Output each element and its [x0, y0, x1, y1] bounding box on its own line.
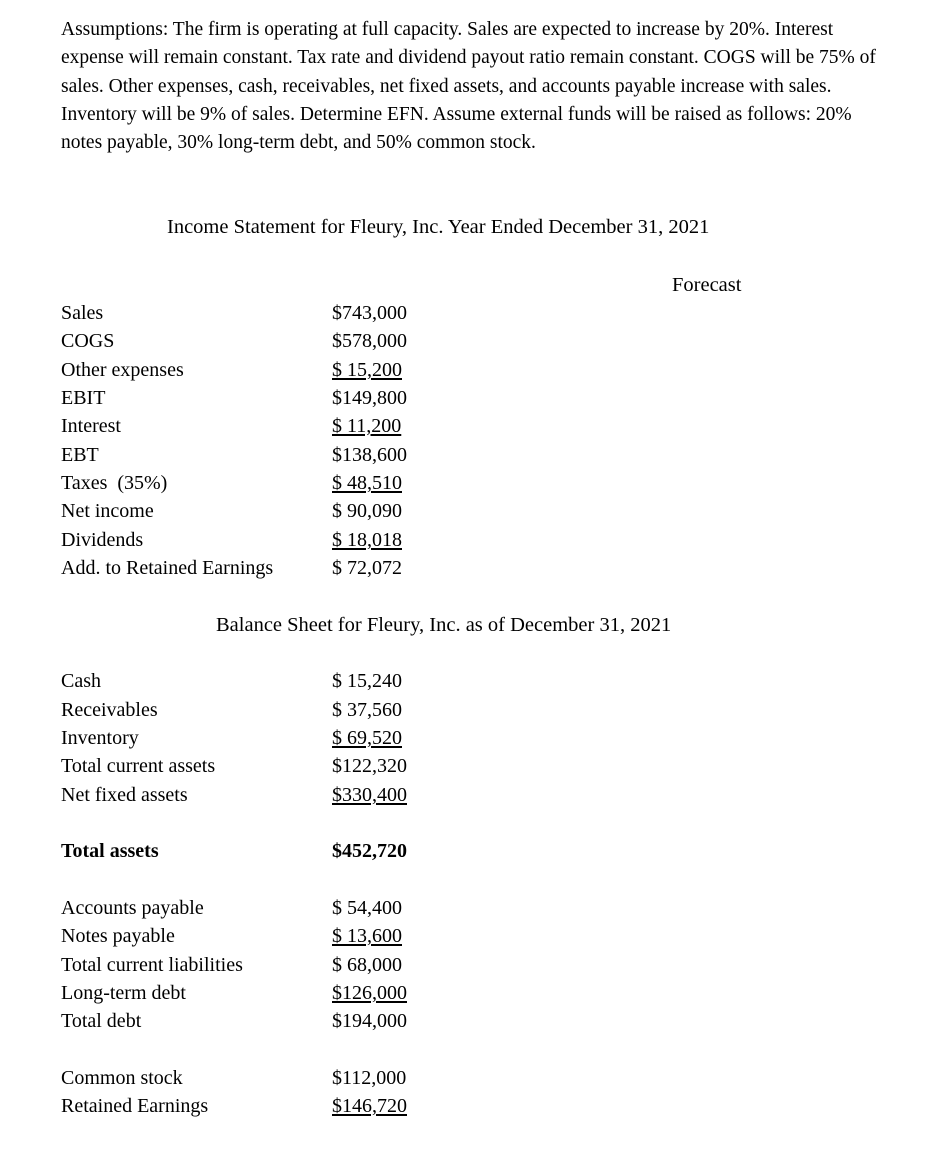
- asset-value: $ 37,560: [332, 699, 402, 721]
- liability-label: Long-term debt: [61, 982, 186, 1004]
- equity-value: $146,720: [332, 1095, 407, 1117]
- row-value: $138,600: [332, 444, 407, 466]
- liability-value: $ 54,400: [332, 897, 402, 919]
- liability-label: Total current liabilities: [61, 954, 243, 976]
- row-value: $578,000: [332, 330, 407, 352]
- asset-value: $ 15,240: [332, 670, 402, 692]
- liability-label: Accounts payable: [61, 897, 204, 919]
- forecast-header: Forecast: [672, 274, 742, 296]
- row-value: $149,800: [332, 387, 407, 409]
- row-value: $ 48,510: [332, 472, 402, 494]
- row-label: EBT: [61, 444, 99, 466]
- row-label: Dividends: [61, 529, 144, 551]
- balance-sheet-title: Balance Sheet for Fleury, Inc. as of December 31, 2021: [216, 614, 672, 636]
- row-value: $ 11,200: [332, 415, 402, 437]
- asset-label: Net fixed assets: [61, 784, 188, 806]
- liability-value: $194,000: [332, 1010, 407, 1032]
- asset-label: Total current assets: [61, 755, 216, 777]
- row-label: Other expenses: [61, 359, 184, 381]
- income-statement-title: Income Statement for Fleury, Inc. Year Ended December 31, 2021: [167, 216, 710, 238]
- total-assets-value: $452,720: [332, 840, 407, 862]
- row-label: Net income: [61, 500, 154, 522]
- row-label: COGS: [61, 330, 115, 352]
- row-label: EBIT: [61, 387, 106, 409]
- liability-value: $ 13,600: [332, 925, 402, 947]
- equity-value: $112,000: [332, 1067, 407, 1089]
- liability-label: Total debt: [61, 1010, 142, 1032]
- equity-label: Retained Earnings: [61, 1095, 209, 1117]
- row-label: Taxes (35%): [61, 472, 168, 494]
- row-label: Interest: [61, 415, 121, 437]
- asset-value: $330,400: [332, 784, 407, 806]
- assumptions-paragraph: Assumptions: The firm is operating at full capacity. Sales are expected to increase by 20%. Interest expense will remain constant. Tax rate and dividend payout ratio remain constant. COGS will be 75% of sales. Other expenses, cash, receivables, net fixed assets, and accounts payable increase with sales. Inventory will be 9% of sales. Determine EFN. Assume external funds will be raised as follows: 20% notes payable, 30% long-term debt, and 50% common stock.: [61, 19, 876, 154]
- asset-value: $ 69,520: [332, 727, 402, 749]
- liability-value: $ 68,000: [332, 954, 402, 976]
- row-label: Sales: [61, 302, 104, 324]
- asset-label: Inventory: [61, 727, 139, 749]
- equity-label: Common stock: [61, 1067, 183, 1089]
- liability-value: $126,000: [332, 982, 407, 1004]
- asset-label: Receivables: [61, 699, 158, 721]
- row-value: $ 72,072: [332, 557, 402, 579]
- asset-value: $122,320: [332, 755, 407, 777]
- row-value: $743,000: [332, 302, 407, 324]
- row-label: Add. to Retained Earnings: [61, 557, 274, 579]
- row-value: $ 18,018: [332, 529, 402, 551]
- asset-label: Cash: [61, 670, 101, 692]
- liability-label: Notes payable: [61, 925, 175, 947]
- total-assets-label: Total assets: [61, 840, 159, 862]
- row-value: $ 90,090: [332, 500, 402, 522]
- row-value: $ 15,200: [332, 359, 402, 381]
